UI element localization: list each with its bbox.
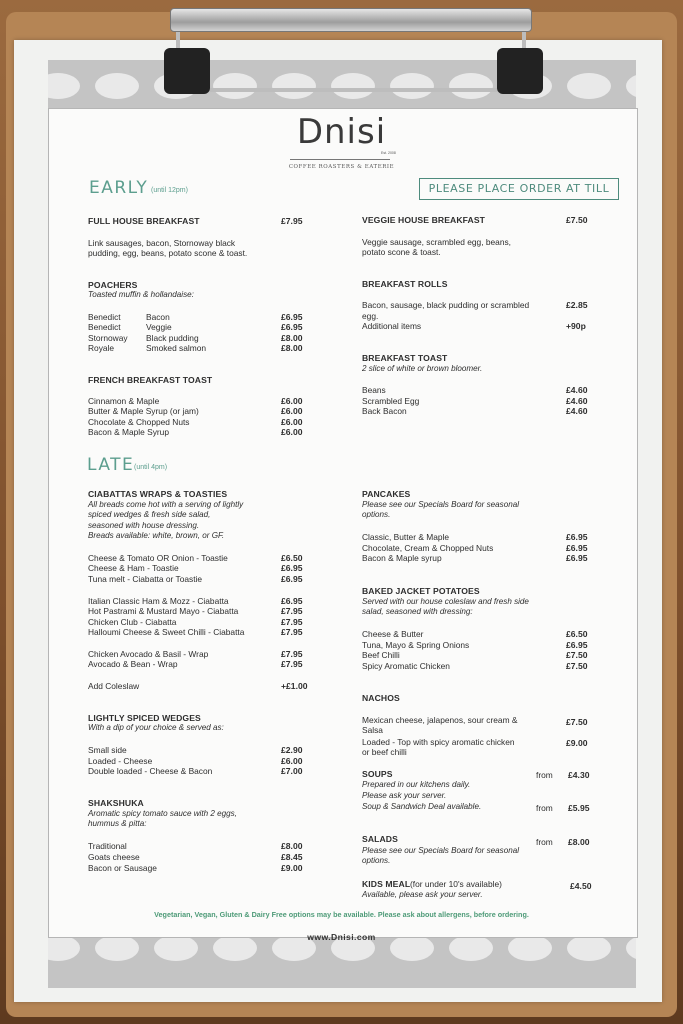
french-toast-item-price: £6.00 xyxy=(281,406,303,416)
pancakes-item-name: Bacon & Maple syrup xyxy=(362,553,442,563)
salads-from: from xyxy=(536,837,553,847)
breakfast-toast-item-price: £4.60 xyxy=(566,396,588,406)
kids-meal-price: £4.50 xyxy=(570,881,592,891)
nachos-desc-2: Salsa xyxy=(362,725,383,735)
early-section-title: EARLY xyxy=(89,178,149,198)
deal-from: from xyxy=(536,803,553,813)
french-toast-item-price: £6.00 xyxy=(281,427,303,437)
brand-tagline: COFFEE ROASTERS & EATERIE xyxy=(288,164,395,170)
breakfast-toast-item-name: Scrambled Egg xyxy=(362,396,420,406)
shakshuka-item-name: Traditional xyxy=(88,841,127,851)
poachers-item-price: £6.95 xyxy=(281,312,303,322)
nachos-desc-1: Mexican cheese, jalapenos, sour cream & xyxy=(362,715,518,725)
wedges-desc: With a dip of your choice & served as: xyxy=(88,723,224,732)
jackets-item-price: £7.50 xyxy=(566,661,588,671)
breakfast-toast-item-price: £4.60 xyxy=(566,406,588,416)
pancakes-item-price: £6.95 xyxy=(566,543,588,553)
ciabattas-desc-1: All breads come hot with a serving of lightly xyxy=(88,500,244,509)
soups-desc-2: Please ask your server. xyxy=(362,791,447,800)
ciabattas-item-price: £7.95 xyxy=(281,606,303,616)
ciabattas-item-price: £6.50 xyxy=(281,553,303,563)
rolls-extra-price: +90p xyxy=(566,321,586,331)
breakfast-toast-item-price: £4.60 xyxy=(566,385,588,395)
veggie-house-desc-1: Veggie sausage, scrambled egg, beans, xyxy=(362,237,511,247)
ciabattas-item-price: £7.95 xyxy=(281,617,303,627)
ciabattas-item-price: £7.95 xyxy=(281,627,303,637)
poachers-item-price: £8.00 xyxy=(281,333,303,343)
french-toast-item-name: Bacon & Maple Syrup xyxy=(88,427,170,437)
nachos-heading: NACHOS xyxy=(362,693,400,703)
clip-foot-right xyxy=(497,48,543,94)
rolls-heading: BREAKFAST ROLLS xyxy=(362,279,448,289)
pancakes-item-name: Chocolate, Cream & Chopped Nuts xyxy=(362,543,494,553)
early-section-subtitle: (until 12pm) xyxy=(151,187,188,194)
pancakes-desc-2: options. xyxy=(362,510,391,519)
jackets-item-price: £7.50 xyxy=(566,650,588,660)
pancakes-heading: PANCAKES xyxy=(362,489,411,499)
poachers-item-price: £8.00 xyxy=(281,343,303,353)
shakshuka-item-name: Goats cheese xyxy=(88,852,140,862)
nachos-loaded-price: £9.00 xyxy=(566,738,588,748)
shakshuka-item-price: £8.45 xyxy=(281,852,303,862)
french-toast-item-price: £6.00 xyxy=(281,396,303,406)
poachers-item-price: £6.95 xyxy=(281,322,303,332)
jackets-item-price: £6.95 xyxy=(566,640,588,650)
website-link[interactable]: www.Dnisi.com xyxy=(307,932,376,942)
poachers-item-detail: Black pudding xyxy=(146,333,199,343)
salads-desc-2: options. xyxy=(362,856,391,865)
wedges-item-price: £7.00 xyxy=(281,766,303,776)
ciabattas-item-price: £6.95 xyxy=(281,596,303,606)
full-house-desc-1: Link sausages, bacon, Stornoway black xyxy=(88,238,236,248)
wedges-item-name: Small side xyxy=(88,745,127,755)
clipboard-clip[interactable] xyxy=(170,8,532,32)
poachers-heading: POACHERS xyxy=(88,280,138,290)
kids-meal-note: (for under 10's available) xyxy=(410,879,502,889)
full-house-heading: FULL HOUSE BREAKFAST xyxy=(88,216,200,226)
dietary-note: Vegetarian, Vegan, Gluten & Dairy Free options may be available. Please ask about allergens, before ordering. xyxy=(154,910,529,919)
french-toast-item-price: £6.00 xyxy=(281,417,303,427)
kids-meal-heading: KIDS MEAL xyxy=(362,879,411,889)
salads-price: £8.00 xyxy=(568,837,590,847)
breakfast-toast-heading: BREAKFAST TOAST xyxy=(362,353,448,363)
add-coleslaw-price: +£1.00 xyxy=(281,681,308,691)
brand-logo: Dnisi xyxy=(296,112,387,152)
order-at-till-notice: PLEASE PLACE ORDER AT TILL xyxy=(419,178,619,200)
pancakes-item-price: £6.95 xyxy=(566,553,588,563)
ciabattas-desc-3: seasoned with house dressing. xyxy=(88,521,200,530)
logo-divider xyxy=(290,159,390,160)
jackets-item-name: Beef Chilli xyxy=(362,650,400,660)
pancakes-item-name: Classic, Butter & Maple xyxy=(362,532,450,542)
rolls-price: £2.85 xyxy=(566,300,588,310)
wedges-item-name: Double loaded - Cheese & Bacon xyxy=(88,766,213,776)
jackets-item-price: £6.50 xyxy=(566,629,588,639)
ciabattas-item-name: Hot Pastrami & Mustard Mayo - Ciabatta xyxy=(88,606,239,616)
brand-est: Est. 2008 xyxy=(381,151,396,155)
jackets-item-name: Spicy Aromatic Chicken xyxy=(362,661,450,671)
ciabattas-item-price: £6.95 xyxy=(281,574,303,584)
full-house-price: £7.95 xyxy=(281,216,303,226)
shakshuka-item-price: £8.00 xyxy=(281,841,303,851)
poachers-item-detail: Bacon xyxy=(146,312,170,322)
poachers-desc: Toasted muffin & hollandaise: xyxy=(88,290,194,299)
wedges-item-price: £6.00 xyxy=(281,756,303,766)
wedges-item-price: £2.90 xyxy=(281,745,303,755)
add-coleslaw-label: Add Coleslaw xyxy=(88,681,140,691)
french-toast-item-name: Butter & Maple Syrup (or jam) xyxy=(88,406,199,416)
soups-price: £4.30 xyxy=(568,770,590,780)
ciabattas-item-name: Avocado & Bean - Wrap xyxy=(88,659,178,669)
clip-foot-left xyxy=(164,48,210,94)
full-house-desc-2: pudding, egg, beans, potato scone & toast. xyxy=(88,248,248,258)
ciabattas-item-name: Cheese & Ham - Toastie xyxy=(88,563,179,573)
rolls-extra-label: Additional items xyxy=(362,321,422,331)
kids-meal-desc: Available, please ask your server. xyxy=(362,890,483,899)
ciabattas-item-price: £7.95 xyxy=(281,649,303,659)
ciabattas-desc-4: Breads available: white, brown, or GF. xyxy=(88,531,225,540)
french-toast-item-name: Cinnamon & Maple xyxy=(88,396,160,406)
salads-heading: SALADS xyxy=(362,834,398,844)
late-section-subtitle: (until 4pm) xyxy=(134,464,168,471)
breakfast-toast-item-name: Back Bacon xyxy=(362,406,407,416)
ciabattas-desc-2: spiced wedges & fresh side salad, xyxy=(88,510,211,519)
ciabattas-item-name: Halloumi Cheese & Sweet Chilli - Ciabatta xyxy=(88,627,245,637)
veggie-house-heading: VEGGIE HOUSE BREAKFAST xyxy=(362,215,486,225)
poachers-item-name: Benedict xyxy=(88,312,121,322)
soups-heading: SOUPS xyxy=(362,769,393,779)
poachers-item-detail: Smoked salmon xyxy=(146,343,207,353)
rolls-desc-2: egg. xyxy=(362,311,379,321)
shakshuka-item-price: £9.00 xyxy=(281,863,303,873)
nachos-loaded-2: or beef chilli xyxy=(362,747,407,757)
deal-price: £5.95 xyxy=(568,803,590,813)
french-toast-heading: FRENCH BREAKFAST TOAST xyxy=(88,375,213,385)
jackets-desc-1: Served with our house coleslaw and fresh side xyxy=(362,597,529,606)
shakshuka-item-name: Bacon or Sausage xyxy=(88,863,157,873)
jackets-heading: BAKED JACKET POTATOES xyxy=(362,586,480,596)
soups-from: from xyxy=(536,770,553,780)
late-section-title: LATE xyxy=(87,455,135,475)
nachos-loaded-1: Loaded - Top with spicy aromatic chicken xyxy=(362,737,515,747)
ciabattas-item-name: Chicken Club - Ciabatta xyxy=(88,617,177,627)
jackets-item-name: Cheese & Butter xyxy=(362,629,424,639)
veggie-house-desc-2: potato scone & toast. xyxy=(362,247,441,257)
pancakes-desc-1: Please see our Specials Board for seasonal xyxy=(362,500,520,509)
poachers-item-detail: Veggie xyxy=(146,322,172,332)
veggie-house-price: £7.50 xyxy=(566,215,588,225)
shakshuka-heading: SHAKSHUKA xyxy=(88,798,144,808)
salads-desc-1: Please see our Specials Board for seasonal xyxy=(362,846,520,855)
ciabattas-heading: CIABATTAS WRAPS & TOASTIES xyxy=(88,489,228,499)
soup-sandwich-deal: Soup & Sandwich Deal available. xyxy=(362,802,482,811)
ciabattas-item-name: Tuna melt - Ciabatta or Toastie xyxy=(88,574,203,584)
breakfast-toast-item-name: Beans xyxy=(362,385,386,395)
soups-desc-1: Prepared in our kitchens daily. xyxy=(362,780,471,789)
poachers-item-name: Stornoway xyxy=(88,333,128,343)
ciabattas-item-price: £7.95 xyxy=(281,659,303,669)
ciabattas-item-name: Chicken Avocado & Basil - Wrap xyxy=(88,649,209,659)
pancakes-item-price: £6.95 xyxy=(566,532,588,542)
french-toast-item-name: Chocolate & Chopped Nuts xyxy=(88,417,190,427)
poachers-item-name: Benedict xyxy=(88,322,121,332)
nachos-price: £7.50 xyxy=(566,717,588,727)
ciabattas-item-name: Italian Classic Ham & Mozz - Ciabatta xyxy=(88,596,229,606)
jackets-item-name: Tuna, Mayo & Spring Onions xyxy=(362,640,470,650)
rolls-desc-1: Bacon, sausage, black pudding or scrambled xyxy=(362,300,530,310)
shakshuka-desc-2: hummus & pitta: xyxy=(88,819,147,828)
ciabattas-item-name: Cheese & Tomato OR Onion - Toastie xyxy=(88,553,228,563)
wedges-item-name: Loaded - Cheese xyxy=(88,756,153,766)
jackets-desc-2: salad, seasoned with dressing: xyxy=(362,607,473,616)
ciabattas-item-price: £6.95 xyxy=(281,563,303,573)
wedges-heading: LIGHTLY SPICED WEDGES xyxy=(88,713,201,723)
breakfast-toast-desc: 2 slice of white or brown bloomer. xyxy=(362,364,483,373)
shakshuka-desc-1: Aromatic spicy tomato sauce with 2 eggs, xyxy=(88,809,237,818)
poachers-item-name: Royale xyxy=(88,343,115,353)
